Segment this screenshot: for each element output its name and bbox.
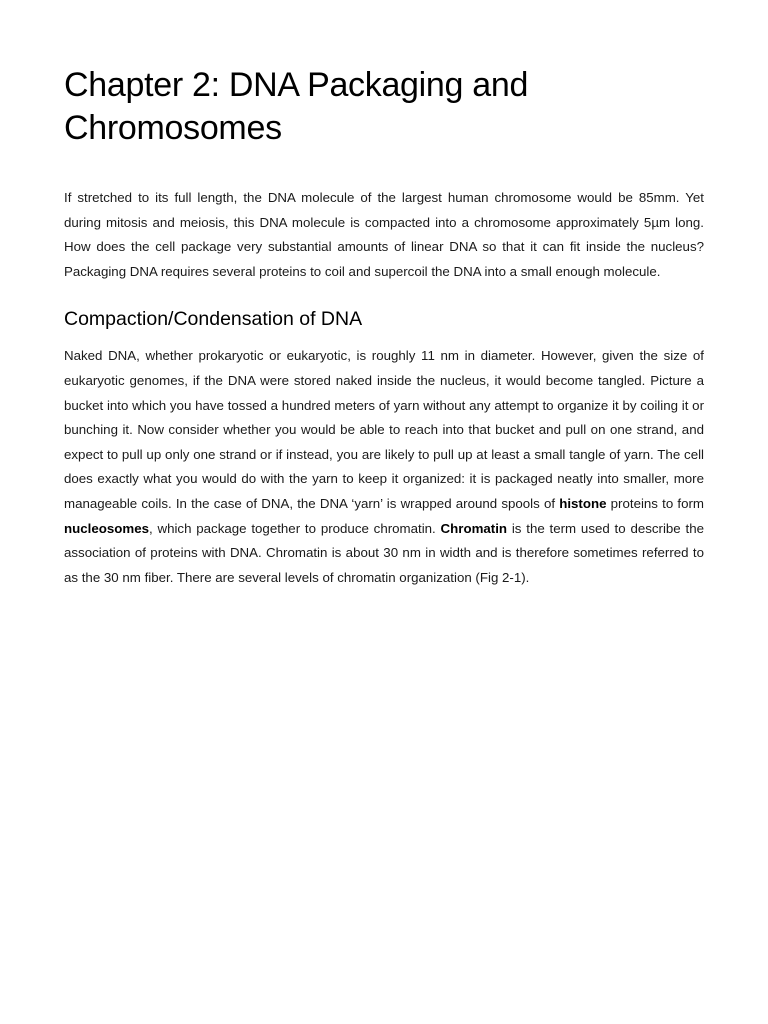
paragraph-text-segment-1: Naked DNA, whether prokaryotic or eukaryotic, is roughly 11 nm in diameter. However, given the size of eukaryotic genomes, if the DNA were stored naked inside the nucleus, it would become tangled. Picture a bucket into which you have tossed a hundred meters of yarn without any attempt to organize it by coiling it or bunching it. Now consider whether you would be able to reach into that bucket and pull on one strand, and expect to pull up only one strand or if instead, you are likely to pull up at least a small tangle of yarn. The cell does exactly what you would do with the yarn to keep it organized: it is packaged neatly into smaller, more manageable coils. In the case of DNA, the DNA ‘yarn’ is wrapped around spools of (64, 348, 704, 511)
paragraph-text-segment-2: proteins to form (606, 495, 704, 511)
chapter-title-line-2: Chromosomes (64, 109, 282, 147)
section-heading: Compaction/Condensation of DNA (64, 308, 363, 331)
section-paragraph (64, 344, 704, 590)
term-histone: histone (559, 495, 607, 511)
chapter-title-line-1: Chapter 2: DNA Packaging and (64, 66, 529, 104)
term-nucleosomes: nucleosomes (64, 520, 149, 536)
chapter-title (64, 64, 704, 150)
paragraph-text-segment-3: , which package together to produce chromatin. (148, 520, 441, 536)
paragraph-text-segment-4: is the term used to describe the association of proteins with DNA. Chromatin is about 30 nm in width and is therefore sometimes referred to as the 30 nm fiber. There are several levels of chromatin organization (Fig 2-1). (64, 520, 704, 585)
term-chromatin: Chromatin (440, 520, 508, 536)
intro-paragraph: If stretched to its full length, the DNA molecule of the largest human chromosome would be 85mm. Yet during mitosis and meiosis, this DNA molecule is compacted into a chromosome approximately 5µm long. How does the cell package very substantial amounts of linear DNA so that it can fit inside the nucleus? Packaging DNA requires several proteins to coil and supercoil the DNA into a small enough molecule. (64, 190, 704, 279)
